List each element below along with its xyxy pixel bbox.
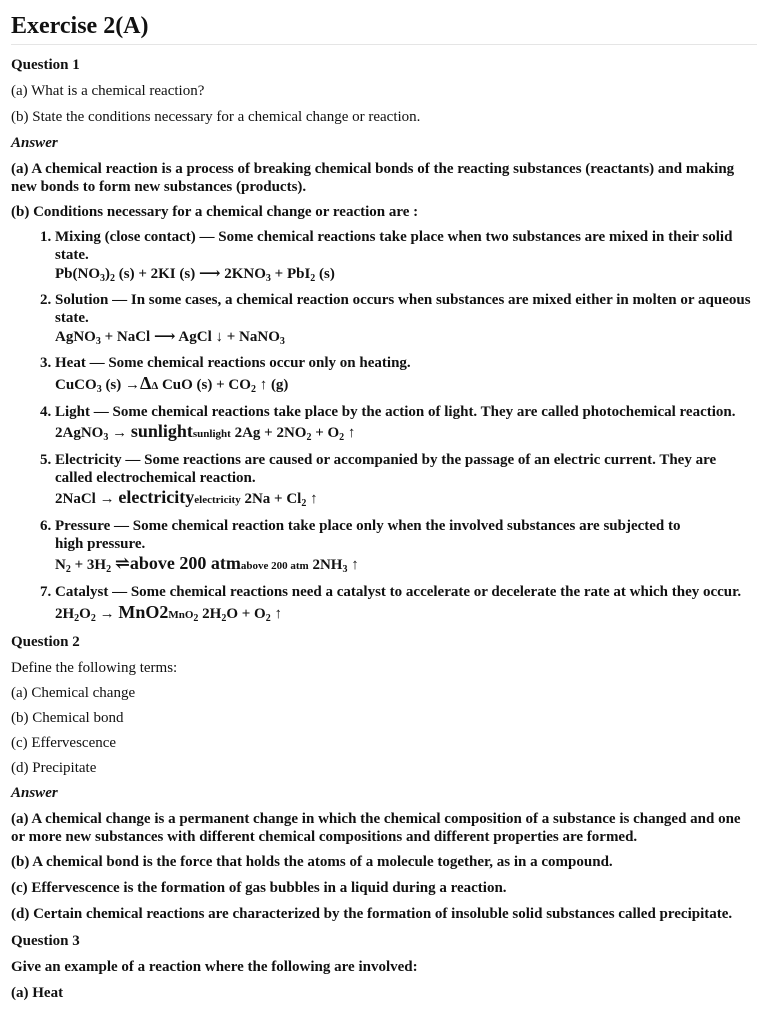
chemical-equation: $2H_2O_2 \to MnO2MnO_2$ $2H_2O + O_2$ ↑ [55, 601, 282, 624]
question-2-intro: Define the following terms: [11, 659, 178, 676]
answer-1a: (a) A chemical reaction is a process of breaking chemical bonds of the reacting substances (reactants) and making new bonds to form new substances (products). [11, 161, 735, 195]
question-1-part-b: (b) State the conditions necessary for a chemical change or reaction. [11, 109, 421, 125]
condition-text: Pressure — Some chemical reaction take place only when the involved substances are subjected to high pressure. [55, 518, 681, 552]
chemical-equation: 2AgNO$_3$ → sunlightsunlight $2Ag + 2NO_2 + O_2$ ↑ [55, 421, 356, 443]
answer-2d: (d) Certain chemical reactions are characterized by the formation of insoluble solid substances called precipitate. [11, 905, 733, 922]
chemical-equation: AgNO$_3$ + NaCl ⟶ AgCl ↓ + NaNO$_3$ [55, 329, 285, 347]
question-3-intro: Give an example of a reaction where the following are involved: [11, 958, 418, 975]
condition-item [55, 229, 757, 284]
conditions-list [11, 229, 757, 625]
condition-item [55, 404, 757, 445]
condition-item [55, 452, 757, 510]
question-2-heading: Question 2 [11, 633, 80, 650]
chemical-equation: CuCO$_3$ (s) →ΔΔ CuO $(s) + CO_2$ ↑ (g) [55, 372, 289, 395]
condition-text: Catalyst — Some chemical reactions need a catalyst to accelerate or decelerate the rate at which they occur. [55, 584, 742, 600]
condition-item [55, 584, 757, 625]
chemical-equation: $Pb(NO_3)_2$ (s) + 2KI (s) ⟶ $2KNO_3 + PbI_2$ (s) [55, 266, 335, 284]
answer-label: Answer [11, 784, 58, 801]
condition-item [55, 518, 757, 576]
question-1-part-a: (a) What is a chemical reaction? [11, 83, 205, 99]
condition-text: Heat — Some chemical reactions occur only on heating. [55, 355, 411, 371]
answer-2c: (c) Effervescence is the formation of gas bubbles in a liquid during a reaction. [11, 879, 507, 896]
answer-2b: (b) A chemical bond is the force that holds the atoms of a molecule together, as in a compound. [11, 853, 613, 870]
question-3-part-a: (a) Heat [11, 984, 64, 1001]
condition-text: Mixing (close contact) — Some chemical reactions take place when two substances are mixed in their solid state. [55, 229, 733, 263]
condition-text: Light — Some chemical reactions take place by the action of light. They are called photochemical reaction. [55, 403, 736, 420]
question-2-part-c: (c) Effervescence [11, 734, 117, 751]
chemical-equation: $N_2 + 3H_2$ ⇌above 200 atmabove 200 atm $2NH_3$ ↑ [55, 553, 359, 575]
question-2-part-a: (a) Chemical change [11, 684, 136, 701]
question-3-heading: Question 3 [11, 932, 80, 949]
condition-item [55, 292, 757, 347]
answer-1b: (b) Conditions necessary for a chemical change or reaction are : [11, 204, 419, 220]
condition-text: Solution — In some cases, a chemical reaction occurs when substances are mixed either in molten or aqueous state. [55, 292, 751, 326]
answer-2a: (a) A chemical change is a permanent change in which the chemical composition of a substance is changed and one or more new substances with different chemical compositions and different properties are formed. [11, 810, 741, 845]
answer-label: Answer [11, 135, 58, 151]
question-2-part-b: (b) Chemical bond [11, 709, 124, 726]
question-1-heading: Question 1 [11, 57, 80, 73]
condition-item [55, 355, 757, 396]
question-2-part-d: (d) Precipitate [11, 759, 97, 776]
chemical-equation: 2NaCl → electricityelectricity $2Na + Cl_2$ ↑ [55, 487, 318, 509]
condition-text: Electricity — Some reactions are caused or accompanied by the passage of an electric current. They are called electrochemical reaction. [55, 452, 717, 486]
page-title: Exercise 2(A) [11, 0, 757, 45]
